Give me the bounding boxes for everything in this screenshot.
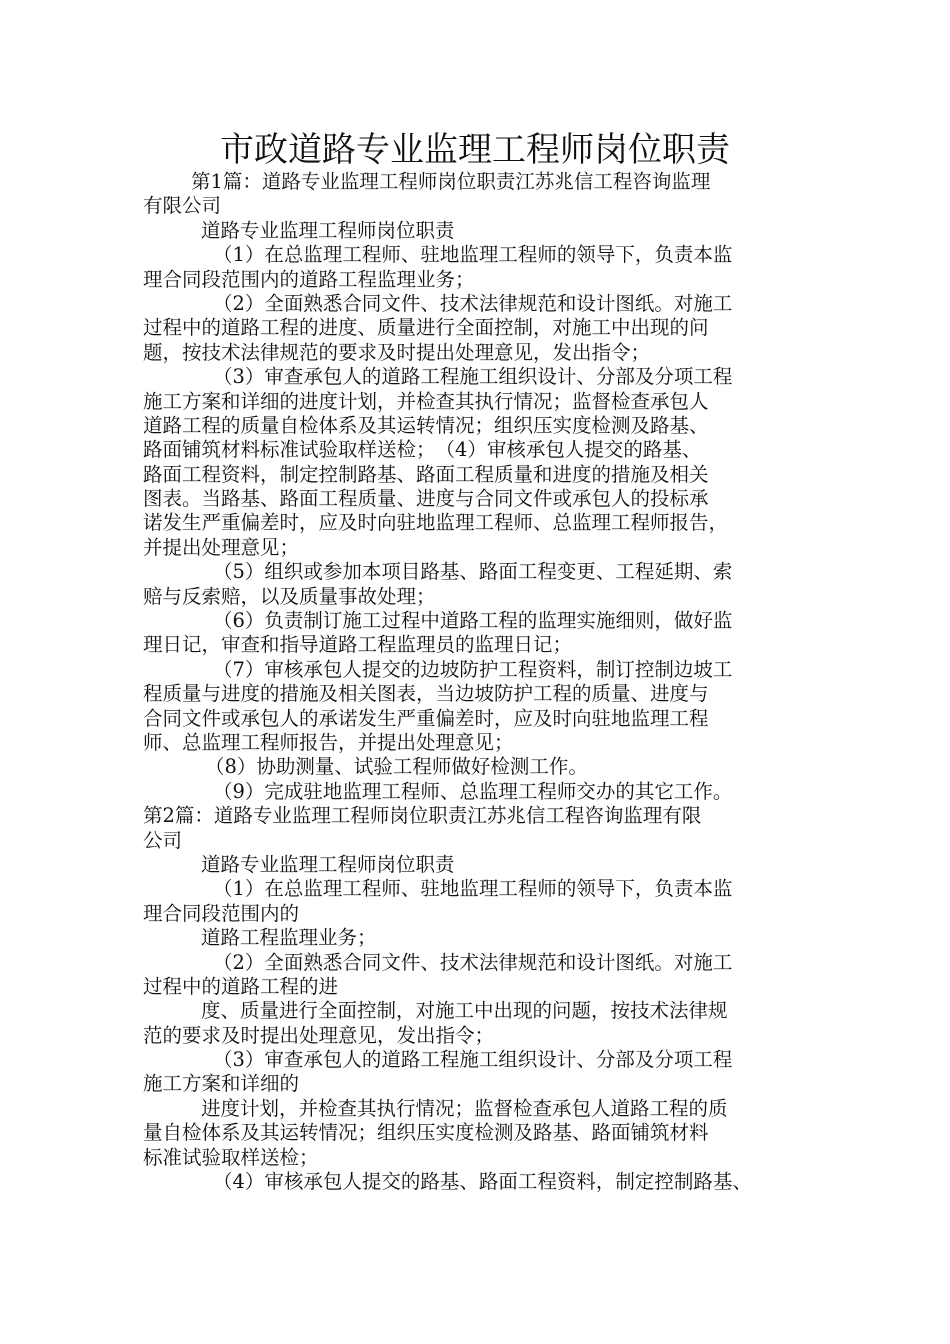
text-line: 理合同段范围内的 (143, 901, 300, 925)
text-line: 度、质量进行全面控制，对施工中出现的问题，按技术法律规 (201, 999, 728, 1023)
text-line: （5）组织或参加本项目路基、路面工程变更、工程延期、索 (213, 560, 733, 584)
text-line: （3）审查承包人的道路工程施工组织设计、分部及分项工程 (213, 1048, 733, 1072)
text-line: （1）在总监理工程师、驻地监理工程师的领导下，负责本监 (213, 243, 733, 267)
text-line: 理合同段范围内的道路工程监理业务； (143, 267, 475, 291)
text-line: （9）完成驻地监理工程师、总监理工程师交办的其它工作。 (213, 779, 733, 803)
text-line: 第1篇：道路专业监理工程师岗位职责江苏兆信工程咨询监理 (191, 170, 711, 193)
text-line: （2）全面熟悉合同文件、技术法律规范和设计图纸。对施工 (213, 950, 733, 974)
text-line: 过程中的道路工程的进 (143, 974, 339, 998)
text-line: 进度计划，并检查其执行情况；监督检查承包人道路工程的质 (201, 1096, 728, 1120)
text-line: 施工方案和详细的 (143, 1072, 300, 1096)
text-line: 赔与反索赔，以及质量事故处理； (143, 584, 436, 608)
document-body (143, 170, 823, 1194)
text-line: 图表。当路基、路面工程质量、进度与合同文件或承包人的投标承 (143, 487, 709, 511)
text-line: 公司 (143, 828, 183, 852)
text-line: 路面工程资料，制定控制路基、路面工程质量和进度的措施及相关 (143, 462, 709, 486)
text-line: （8）协助测量、试验工程师做好检测工作。 (205, 755, 588, 779)
text-line: 第2篇：道路专业监理工程师岗位职责江苏兆信工程咨询监理有限 (143, 804, 702, 828)
text-line: 合同文件或承包人的承诺发生严重偏差时，应及时向驻地监理工程 (143, 706, 709, 730)
text-line: 范的要求及时提出处理意见，发出指令； (143, 1023, 495, 1047)
text-line: 过程中的道路工程的进度、质量进行全面控制，对施工中出现的问 (143, 316, 709, 340)
text-line: 道路专业监理工程师岗位职责 (201, 852, 455, 876)
text-line: （7）审核承包人提交的边坡防护工程资料，制订控制边坡工 (213, 657, 733, 681)
text-line: 题，按技术法律规范的要求及时提出处理意见，发出指令； (143, 340, 651, 364)
text-line: 程质量与进度的措施及相关图表，当边坡防护工程的质量、进度与 (143, 682, 709, 706)
text-line: 道路专业监理工程师岗位职责 (201, 218, 455, 242)
text-line: 标准试验取样送检； (143, 1145, 319, 1169)
text-line: 并提出处理意见； (143, 535, 300, 559)
text-line: （6）负责制订施工过程中道路工程的监理实施细则，做好监 (213, 609, 733, 633)
text-line: （1）在总监理工程师、驻地监理工程师的领导下，负责本监 (213, 877, 733, 901)
text-line: 道路工程监理业务； (201, 926, 377, 950)
text-line: 施工方案和详细的进度计划，并检查其执行情况；监督检查承包人 (143, 389, 709, 413)
text-line: 有限公司 (143, 194, 222, 218)
text-line: 量自检体系及其运转情况；组织压实度检测及路基、路面铺筑材料 (143, 1121, 709, 1145)
text-line: 理日记，审查和指导道路工程监理员的监理日记； (143, 633, 573, 657)
text-line: （2）全面熟悉合同文件、技术法律规范和设计图纸。对施工 (213, 291, 733, 315)
text-line: （4）审核承包人提交的路基、路面工程资料，制定控制路基、 (213, 1170, 752, 1194)
text-line: 道路工程的质量自检体系及其运转情况；组织压实度检测及路基、 (143, 413, 709, 437)
text-line: 路面铺筑材料标准试验取样送检； （4）审核承包人提交的路基、 (143, 438, 702, 462)
text-line: 师、总监理工程师报告，并提出处理意见； (143, 730, 514, 754)
document-title: 市政道路专业监理工程师岗位职责 (220, 130, 730, 170)
text-line: 诺发生严重偏差时，应及时向驻地监理工程师、总监理工程师报告， (143, 511, 729, 535)
text-line: （3）审查承包人的道路工程施工组织设计、分部及分项工程 (213, 365, 733, 389)
